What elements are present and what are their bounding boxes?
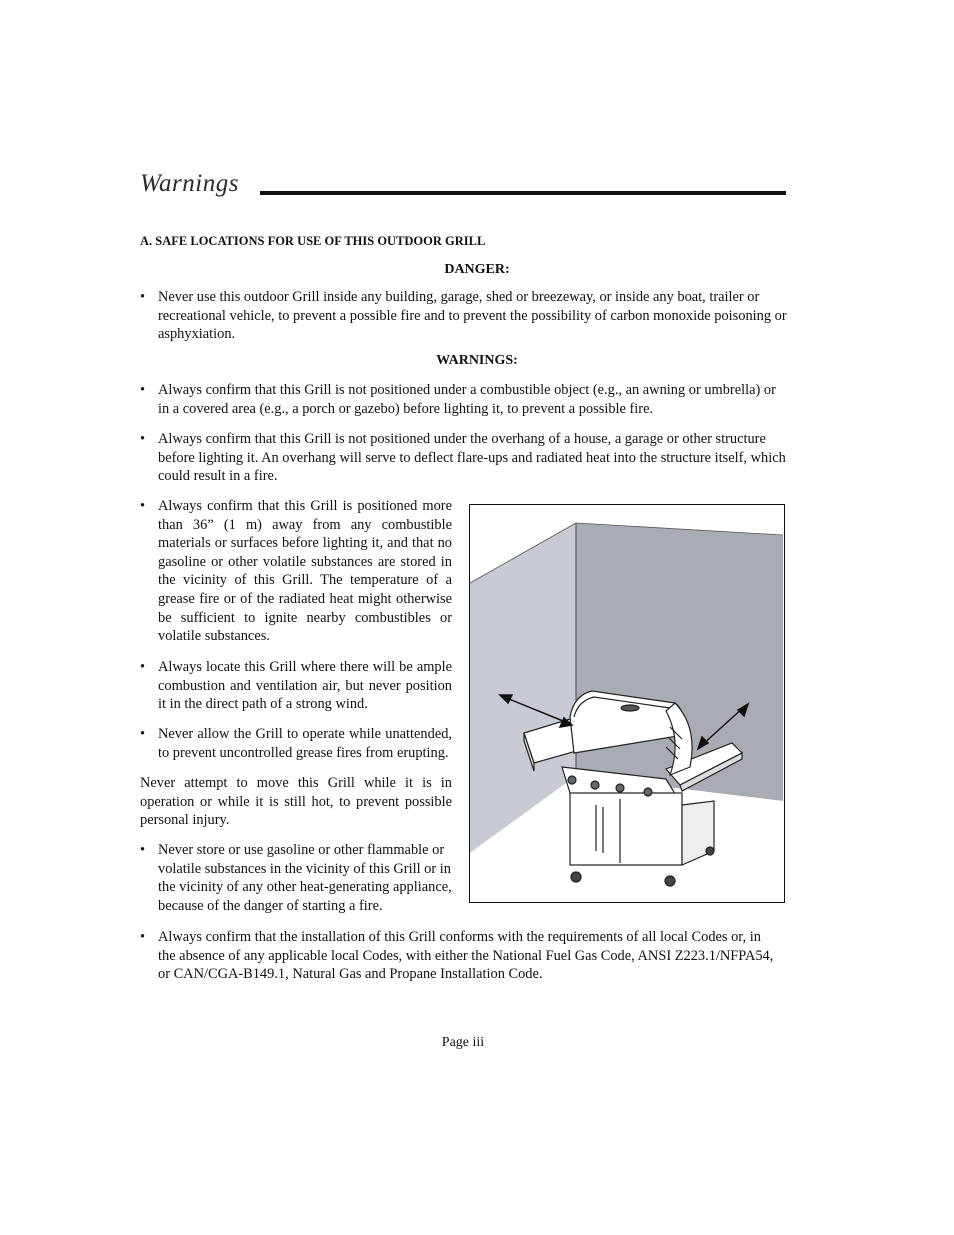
bullet-marker: • <box>140 659 146 675</box>
side-item <box>140 497 452 646</box>
bullet-marker: • <box>140 726 146 742</box>
bullet-marker: • <box>140 498 146 514</box>
codes-item <box>140 928 780 984</box>
side-item <box>140 658 452 714</box>
danger-item-text: Never use this outdoor Grill inside any building, garage, shed or breezeway, or inside any boat, trailer or recreational vehicle, to prevent a possible fire and to prevent the possibility of carbon monoxide poisoning or asphyxiation. <box>158 289 787 343</box>
danger-item <box>140 288 790 344</box>
bullet-marker: • <box>140 382 146 398</box>
side-item <box>140 725 452 762</box>
store-item <box>140 841 452 915</box>
side-item-text: Always confirm that this Grill is positioned more than 36” (1 m) away from any combustible materials or surfaces before lighting it, and that no gasoline or other volatile substances are stored in the vicinity of this Grill. The temperature of a grease fire or of the radiated heat might otherwise be sufficient to ignite nearby combustibles or volatile substances. <box>158 498 452 645</box>
section-heading: A. SAFE LOCATIONS FOR USE OF THIS OUTDOOR GRILL <box>140 234 486 248</box>
warning-item-text: Always confirm that this Grill is not positioned under the overhang of a house, a garage or other structure before lighting it. An overhang will serve to deflect flare-ups and radiated heat into the structure itself, which could result in a fire. <box>158 431 786 485</box>
bullet-marker: • <box>140 929 146 945</box>
warning-item <box>140 381 790 418</box>
bullet-marker: • <box>140 289 146 305</box>
warning-item <box>140 430 790 486</box>
warnings-heading: WARNINGS: <box>436 353 518 368</box>
page-number: Page iii <box>441 1035 485 1050</box>
move-note: Never attempt to move this Grill while it is in operation or while it is still hot, to prevent possible personal injury. <box>140 775 452 829</box>
warning-item-text: Always confirm that this Grill is not positioned under a combustible object (e.g., an awning or umbrella) or in a covered area (e.g., a porch or gazebo) before lighting it, to prevent a possible fire. <box>158 382 776 417</box>
page-title: Warnings <box>140 170 239 197</box>
title-rule <box>260 191 786 195</box>
store-item-text: Never store or use gasoline or other flammable or volatile substances in the vicinity of this Grill or in the vicinity of any other heat-generating appliance, because of the danger of starting a fire. <box>158 842 452 914</box>
codes-item-text: Always confirm that the installation of this Grill conforms with the requirements of all local Codes or, in the absence of any applicable local Codes, with either the National Fuel Gas Code, ANSI Z223.1/NFPA54, or CAN/CGA-B149.1, Natural Gas and Propane Installation Code. <box>158 929 774 983</box>
bullet-marker: • <box>140 431 146 447</box>
side-item-text: Always locate this Grill where there will be ample combustion and ventilation air, but never position it in the direct path of a strong wind. <box>158 659 452 713</box>
grill-clearance-illustration <box>469 504 785 903</box>
bullet-marker: • <box>140 842 146 858</box>
side-item-text: Never allow the Grill to operate while unattended, to prevent uncontrolled grease fires from erupting. <box>158 726 452 761</box>
danger-heading: DANGER: <box>444 262 510 277</box>
